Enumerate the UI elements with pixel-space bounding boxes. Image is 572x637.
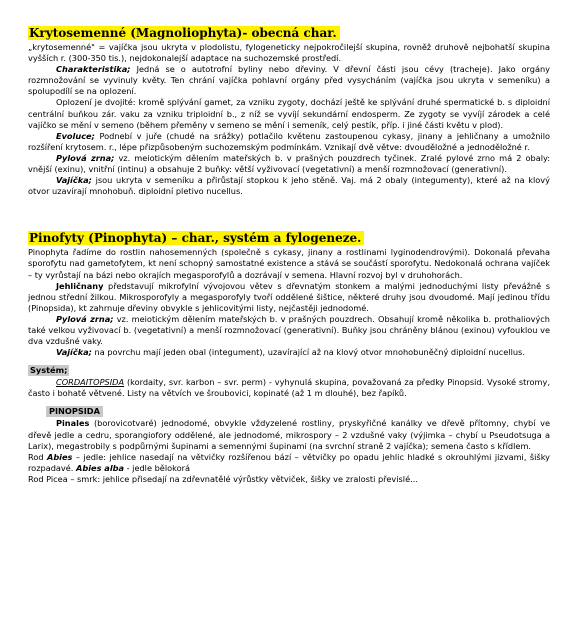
term-abies: Abies [46, 451, 73, 462]
pinopsida-label: PINOPSIDA [46, 406, 103, 417]
term-cordaitopsida: CORDAITOPSIDA [56, 377, 125, 388]
paragraph-charakteristika: Charakteristika; Jedná se o autotrofní byliny nebo dřeviny. V dřevní části jsou cévy (tracheje). Jako orgány rozmnožování se vyvinuly květy. Ten chrání vajíčka pohlavní orgány před vysycháním (vajíčka jsou ukryta v semeníku) a spolupodílí se na oplození. [28, 64, 550, 97]
section-heading-pinofyty: Pinofyty (Pinophyta) – char., systém a fylogeneze. [28, 231, 364, 245]
paragraph-vajicka-2: Vajíčka; na povrchu mají jeden obal (integument), uzavírající až na klový otvor mnohobuněčný diploidní nucellus. [56, 347, 525, 358]
paragraph-oplozeni: Oplození je dvojité: kromě splývání gamet, za vzniku zygoty, dochází ještě ke splývání druhé spermatické b. s diploidní centrální buňkou zár. vaku za vzniku triploidní b., z níž se vyvíjí sekundární endosperm. Ze zygoty se vyvíjí zárodek a celé vajíčko se mění v semeno (během přeměny v semeno se mění i semeník, celý pestík, příp. i jiné části květu v plod). [28, 97, 550, 130]
term-pylova-zrna-2: Pylová zrna; [56, 313, 114, 324]
paragraph-vajicka: Vajíčka; jsou ukryta v semeníku a přirůstají stopkou k jeho stěně. Vaj. má 2 obaly (integumenty), které až na klový otvor uzavírají mnohobuň. diploidní pletivo nucellus. [28, 175, 550, 197]
paragraph-cutoff: Rod Picea – smrk: jehlice přisedají na zdřevnatělé výrůstky větviček, šišky ve zralosti převislé... [28, 473, 418, 484]
paragraph-intro: „krytosemenné" = vajíčka jsou ukryta v plodolistu, fylogeneticky nejpokročilejší skupina, rovněž druhově nejbohatší skupina vyšších r. (300-350 tis.), nejdokonalejší adaptace na suchozemské prostředí. [28, 42, 550, 64]
paragraph-rod-abies: Rod Abies – jedle: jehlice nasedají na větvičky rozšířenou bází – větvičky po opadu jehlic hladké s okrouhlými jizvami, šišky rozpadavé. Abies alba - jedle bělokorá [28, 451, 550, 473]
term-abies-alba: Abies alba [76, 462, 125, 473]
paragraph-pylova-zrna: Pylová zrna; vz. meiotickým dělením mateřských b. v prašných pouzdrech tyčinek. Zralé pylové zrno má 2 obaly: vnější (exinu), vnitřní (intinu) a obsahuje 2 buňky: větší vyživovací (vegetativní) a menší rozmnožovací (generativní). [28, 152, 550, 175]
term-jehlicnany: Jehličnany [56, 280, 104, 291]
system-label-row [28, 358, 550, 377]
paragraph-pylova-zrna-2: Pylová zrna; vz. meiotickým dělením mateřských b. v prašných pouzdrech. Obsahují kromě několika b. prothaliových také velkou vyživovací b. (vegetativní) a menší rozmnožovací (generativní). Buňky jsou chráněny blánou (exinou) vyfouklou ve dva vzdušné vaky. [28, 313, 550, 347]
paragraph-jehlicnany: Jehličnany představují mikrofylní vývojovou větev s dřevnatým stonkem a malými jednoduchými listy převážně s jednou střední žilkou. Mikrosporofyly a megasporofyly tvoří oddělené šištice, některé druhy jsou dvoudomé. Mají jedinou třídu (Pinopsida), kt zahrnuje dřeviny obvykle s jehlicovitými listy, nejčastěji jednodomé. [28, 280, 550, 313]
section-spacer [28, 197, 550, 227]
term-vajicka-2: Vajíčka; [56, 347, 92, 358]
paragraph-pinales: Pinales (borovicotvaré) jednodomé, obvykle vždyzelené rostliny, pryskyřičné kanálky ve dřevě přítomny, chybí ve dřevě jedle a cedru, sporangiofory oddělené, ale jednodomé, mikrospory – 2 vzdušné vaky (výjimka – chybí u Pseudotsuga a Larix), megastrobily s podpůrnými šupinami a semennými šupinami (na svrchní straně 2 vajíčka); semena často s křídlem. [28, 418, 550, 451]
term-charakteristika: Charakteristika; [56, 64, 131, 75]
paragraph-evoluce: Evoluce; Podnebí v juře (chudé na srážky) potlačilo květenu zastoupenou cykasy, jinany a jehličnany a umožnilo rozšíření krytosem. r., lépe přizpůsobeným suchozemským podmínkám. Vznikají dvě větve: dvouděložné a jednoděložné r. [28, 130, 550, 152]
term-vajicka: Vajíčka; [56, 175, 92, 186]
section-heading-krytosemenne: Krytosemenné (Magnoliophyta)- obecná char. [28, 26, 340, 40]
term-pinales: Pinales [56, 418, 90, 429]
paragraph-cordaitopsida: CORDAITOPSIDA (kordaity, svr. karbon – svr. perm) - vyhynulá skupina, považovaná za předky Pinopsid. Vysoké stromy, často i bohatě větvené. Listy na větvích ve šroubovici, kopinaté (až 1 m dlouhé), bez řapíků. [28, 377, 550, 399]
term-evoluce: Evoluce; [56, 130, 95, 141]
system-label: Systém; [30, 365, 68, 376]
term-pylova-zrna: Pylová zrna; [56, 152, 115, 163]
paragraph-pinophyta-intro: Pinophyta řadíme do rostlin nahosemenných (společně s cykasy, jinany a rostlinami lyginodendrovými). Dokonalá převaha sporofytu nad gametofytem, kt není schopný samostatné existence a stává se součástí sporofytu. Nedokonalá ochrana vajíček – ty vyrůstají na bázi nebo okrajích megasporofylů a dozrávají v semena. Hlavní rozvoj byl v druhohorách. [28, 247, 550, 280]
pinopsida-label-row [28, 399, 550, 418]
